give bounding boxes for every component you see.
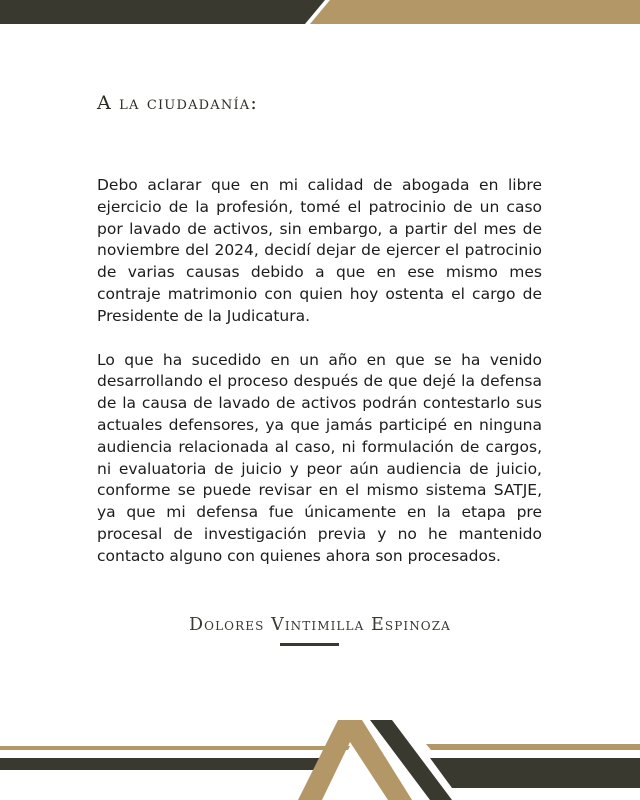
letter-body xyxy=(97,175,542,590)
salutation-heading: A la ciudadanía: xyxy=(97,92,258,114)
bottom-left-gold-line xyxy=(0,746,350,750)
signature-name: Dolores Vintimilla Espinoza xyxy=(189,615,451,635)
top-gold-stripe xyxy=(310,0,640,24)
letter-paragraph-1: Debo aclarar que en mi calidad de abogada en libre ejercicio de la profesión, tomé el patrocinio de un caso por lavado de activos, sin embargo, a partir del mes de noviembre del 2024, decidí dejar de ejercer el patrocinio de varias causas debido a que en ese mismo mes contraje matrimonio con quien hoy ostenta el cargo de Presidente de la Judicatura. xyxy=(97,176,542,325)
top-decorative-band xyxy=(0,0,640,24)
bottom-right-dark-band xyxy=(430,758,640,788)
bottom-left-dark-band xyxy=(0,758,340,770)
bottom-right-gold-line xyxy=(426,744,640,750)
top-dark-stripe xyxy=(0,0,325,24)
signature-underline xyxy=(280,643,339,646)
bottom-decorative-band xyxy=(0,708,640,800)
letter-paragraph-2: Lo que ha sucedido en un año en que se ha venido desarrollando el proceso después de que dejé la defensa de la causa de lavado de activos podrán contestarlo sus actuales defensores, ya que jamás participé en ninguna audiencia relacionada al caso, ni formulación de cargos, ni evaluatoria de juicio y peor aún audiencia de juicio, conforme se puede revisar en el mismo sistema SATJE, ya que mi defensa fue únicamente en la etapa pre procesal de investigación previa y no he mantenido contacto alguno con quienes ahora son procesados. xyxy=(97,350,542,565)
